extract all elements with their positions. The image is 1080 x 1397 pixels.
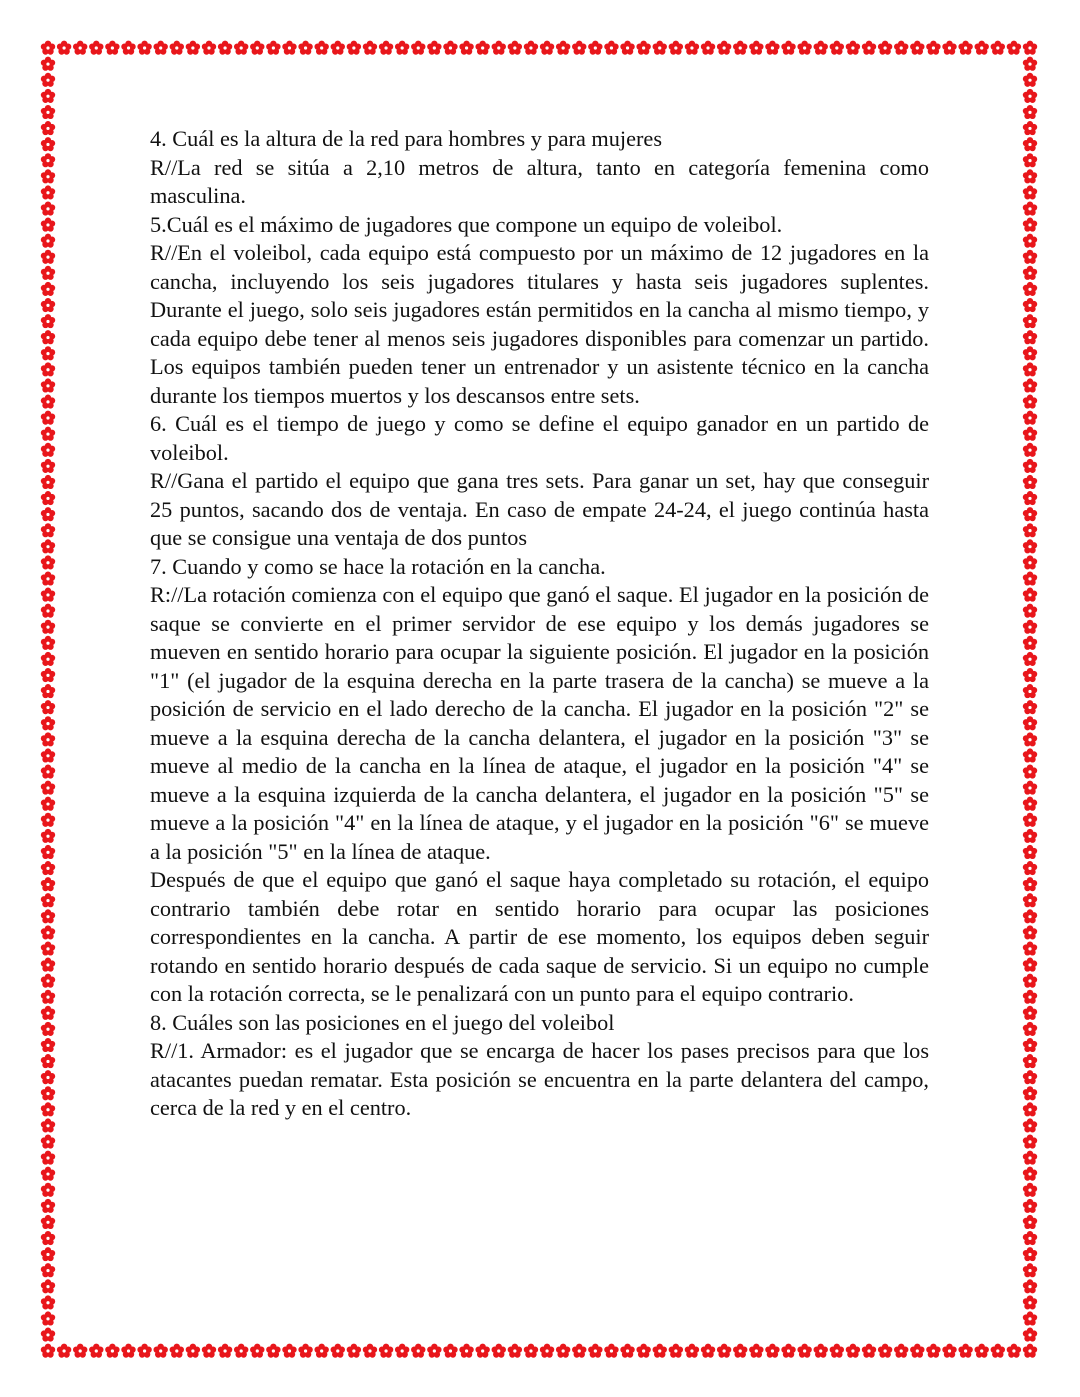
- flower-icon: [218, 1344, 232, 1358]
- flower-icon: [572, 41, 586, 55]
- flower-icon: [1023, 797, 1037, 811]
- flower-icon: [41, 684, 55, 698]
- flower-icon: [1023, 813, 1037, 827]
- flower-icon: [395, 1344, 409, 1358]
- flower-icon: [379, 1344, 393, 1358]
- flower-icon: [170, 1344, 184, 1358]
- flower-icon: [41, 185, 55, 199]
- flower-icon: [524, 41, 538, 55]
- flower-icon: [41, 427, 55, 441]
- flower-icon: [363, 1344, 377, 1358]
- flower-icon: [41, 974, 55, 988]
- flower-icon: [41, 1134, 55, 1148]
- flower-icon: [41, 1231, 55, 1245]
- flower-icon: [202, 1344, 216, 1358]
- flower-icon: [1023, 684, 1037, 698]
- flower-icon: [41, 169, 55, 183]
- flower-icon: [1023, 909, 1037, 923]
- flower-icon: [1023, 1231, 1037, 1245]
- flower-icon: [475, 41, 489, 55]
- flower-icon: [1023, 732, 1037, 746]
- flower-icon: [250, 1344, 264, 1358]
- flower-icon: [443, 1344, 457, 1358]
- flower-icon: [1023, 604, 1037, 618]
- flower-icon: [1023, 250, 1037, 264]
- flower-icon: [1023, 89, 1037, 103]
- flower-icon: [41, 1279, 55, 1293]
- flower-icon: [781, 1344, 795, 1358]
- flower-icon: [41, 362, 55, 376]
- flower-icon: [1023, 1328, 1037, 1342]
- flower-icon: [41, 990, 55, 1004]
- flower-icon: [1023, 571, 1037, 585]
- flower-icon: [1023, 1086, 1037, 1100]
- flower-icon: [41, 330, 55, 344]
- flower-icon: [41, 813, 55, 827]
- question-4: 4. Cuál es la altura de la red para hombres y para mujeres: [150, 126, 663, 151]
- flower-icon: [41, 1038, 55, 1052]
- flower-icon: [846, 41, 860, 55]
- flower-icon: [1023, 748, 1037, 762]
- flower-icon: [41, 909, 55, 923]
- flower-icon: [1023, 620, 1037, 634]
- flower-icon: [572, 1344, 586, 1358]
- flower-icon: [41, 555, 55, 569]
- flower-icon: [153, 41, 167, 55]
- flower-icon: [57, 41, 71, 55]
- flower-icon: [830, 41, 844, 55]
- flower-icon: [41, 732, 55, 746]
- flower-icon: [218, 41, 232, 55]
- flower-icon: [41, 491, 55, 505]
- flower-icon: [492, 1344, 506, 1358]
- question-7: 7. Cuando y como se hace la rotación en la cancha.: [150, 553, 606, 579]
- flower-icon: [1023, 73, 1037, 87]
- flower-icon: [862, 1344, 876, 1358]
- flower-icon: [41, 941, 55, 955]
- flower-icon: [1023, 1022, 1037, 1036]
- flower-icon: [1023, 459, 1037, 473]
- flower-icon: [797, 41, 811, 55]
- flower-icon: [41, 636, 55, 650]
- flower-icon: [41, 588, 55, 602]
- flower-icon: [942, 1344, 956, 1358]
- flower-icon: [1023, 41, 1037, 55]
- flower-icon: [894, 1344, 908, 1358]
- flower-icon: [814, 1344, 828, 1358]
- flower-icon: [121, 1344, 135, 1358]
- flower-icon: [604, 1344, 618, 1358]
- flower-icon: [41, 797, 55, 811]
- flower-icon: [41, 153, 55, 167]
- flower-icon: [41, 1344, 55, 1358]
- flower-icon: [926, 41, 940, 55]
- flower-icon: [41, 218, 55, 232]
- flower-icon: [1023, 974, 1037, 988]
- flower-icon: [41, 89, 55, 103]
- flower-icon: [604, 41, 618, 55]
- flower-icon: [41, 1022, 55, 1036]
- flower-icon: [41, 523, 55, 537]
- flower-icon: [41, 748, 55, 762]
- flower-icon: [41, 1311, 55, 1325]
- flower-icon: [1023, 346, 1037, 360]
- flower-icon: [1023, 941, 1037, 955]
- flower-icon: [975, 1344, 989, 1358]
- flower-icon: [733, 41, 747, 55]
- flower-icon: [1023, 201, 1037, 215]
- flower-icon: [1023, 764, 1037, 778]
- flower-icon: [749, 41, 763, 55]
- flower-icon: [459, 41, 473, 55]
- flower-icon: [41, 346, 55, 360]
- flower-icon: [57, 1344, 71, 1358]
- flower-icon: [1023, 185, 1037, 199]
- flower-icon: [636, 1344, 650, 1358]
- flower-icon: [1023, 266, 1037, 280]
- flower-icon: [1023, 1183, 1037, 1197]
- flower-icon: [701, 1344, 715, 1358]
- flower-icon: [41, 1102, 55, 1116]
- flower-icon: [1023, 218, 1037, 232]
- flower-icon: [395, 41, 409, 55]
- flower-icon: [540, 41, 554, 55]
- flower-icon: [1023, 282, 1037, 296]
- flower-icon: [41, 700, 55, 714]
- flower-icon: [41, 958, 55, 972]
- flower-icon: [1023, 668, 1037, 682]
- flower-icon: [797, 1344, 811, 1358]
- flower-icon: [153, 1344, 167, 1358]
- flower-icon: [41, 764, 55, 778]
- flower-icon: [991, 1344, 1005, 1358]
- flower-icon: [765, 41, 779, 55]
- answer-4: R//La red se sitúa a 2,10 metros de altura, tanto en categoría femenina como masculina.: [150, 154, 929, 208]
- question-8: 8. Cuáles son las posiciones en el juego del voleibol: [150, 1009, 615, 1035]
- flower-icon: [653, 1344, 667, 1358]
- answer-7-continued: Después de que el equipo que ganó el saque haya completado su rotación, el equipo contrario también debe rotar en sentido horario para ocupar las posiciones correspondientes en la cancha. A partir de ese momento, los equipos deben seguir rotando en sentido horario después de cada saque de servicio. Si un equipo no cumple con la rotación correcta, se le penalizará con un punto para el equipo contrario.: [150, 867, 929, 1006]
- flower-icon: [41, 73, 55, 87]
- flower-icon: [1023, 539, 1037, 553]
- flower-icon: [363, 41, 377, 55]
- flower-icon: [1023, 137, 1037, 151]
- flower-icon: [926, 1344, 940, 1358]
- flower-icon: [234, 41, 248, 55]
- document-body: [150, 125, 929, 1123]
- flower-icon: [1023, 330, 1037, 344]
- answer-8: R//1. Armador: es el jugador que se encarga de hacer los pases precisos para que los atacantes puedan rematar. Esta posición se encuentra en la parte delantera del campo, cerca de la red y en el centro.: [150, 1038, 929, 1120]
- flower-icon: [41, 1215, 55, 1229]
- flower-icon: [1023, 700, 1037, 714]
- flower-icon: [41, 829, 55, 843]
- flower-icon: [685, 1344, 699, 1358]
- flower-icon: [1023, 475, 1037, 489]
- flower-icon: [41, 668, 55, 682]
- flower-icon: [41, 314, 55, 328]
- flower-icon: [202, 41, 216, 55]
- flower-icon: [830, 1344, 844, 1358]
- flower-icon: [443, 41, 457, 55]
- question-6: 6. Cuál es el tiempo de juego y como se define el equipo ganador en un partido de voleibol.: [150, 411, 929, 465]
- flower-icon: [314, 1344, 328, 1358]
- flower-icon: [717, 1344, 731, 1358]
- flower-icon: [250, 41, 264, 55]
- flower-icon: [749, 1344, 763, 1358]
- flower-icon: [588, 41, 602, 55]
- flower-icon: [41, 201, 55, 215]
- flower-icon: [1023, 378, 1037, 392]
- flower-icon: [1023, 845, 1037, 859]
- flower-icon: [636, 41, 650, 55]
- flower-icon: [1023, 234, 1037, 248]
- flower-icon: [1023, 1247, 1037, 1261]
- flower-icon: [475, 1344, 489, 1358]
- flower-icon: [379, 41, 393, 55]
- flower-icon: [89, 41, 103, 55]
- flower-icon: [41, 539, 55, 553]
- flower-icon: [41, 1086, 55, 1100]
- flower-icon: [459, 1344, 473, 1358]
- flower-icon: [137, 1344, 151, 1358]
- flower-icon: [89, 1344, 103, 1358]
- flower-icon: [1023, 314, 1037, 328]
- flower-icon: [1023, 1295, 1037, 1309]
- flower-icon: [347, 41, 361, 55]
- flower-icon: [41, 378, 55, 392]
- flower-icon: [41, 781, 55, 795]
- flower-icon: [1023, 1311, 1037, 1325]
- flower-icon: [540, 1344, 554, 1358]
- flower-icon: [41, 443, 55, 457]
- flower-icon: [170, 41, 184, 55]
- flower-icon: [427, 41, 441, 55]
- flower-icon: [1023, 925, 1037, 939]
- flower-icon: [1023, 362, 1037, 376]
- flower-icon: [942, 41, 956, 55]
- flower-icon: [41, 620, 55, 634]
- flower-icon: [1023, 652, 1037, 666]
- flower-icon: [878, 41, 892, 55]
- flower-icon: [73, 1344, 87, 1358]
- flower-icon: [620, 1344, 634, 1358]
- flower-icon: [1023, 1102, 1037, 1116]
- flower-icon: [685, 41, 699, 55]
- flower-icon: [41, 507, 55, 521]
- flower-icon: [1023, 990, 1037, 1004]
- flower-icon: [765, 1344, 779, 1358]
- flower-icon: [41, 861, 55, 875]
- flower-icon: [1023, 298, 1037, 312]
- flower-icon: [1023, 395, 1037, 409]
- flower-icon: [41, 121, 55, 135]
- flower-icon: [492, 41, 506, 55]
- flower-icon: [1023, 893, 1037, 907]
- flower-icon: [347, 1344, 361, 1358]
- flower-icon: [41, 137, 55, 151]
- flower-icon: [41, 1328, 55, 1342]
- flower-icon: [1023, 1263, 1037, 1277]
- flower-icon: [41, 266, 55, 280]
- flower-icon: [556, 1344, 570, 1358]
- flower-icon: [1023, 861, 1037, 875]
- flower-icon: [331, 41, 345, 55]
- flower-icon: [186, 41, 200, 55]
- flower-icon: [41, 1199, 55, 1213]
- flower-icon: [1023, 829, 1037, 843]
- flower-icon: [41, 877, 55, 891]
- flower-icon: [41, 893, 55, 907]
- flower-icon: [266, 1344, 280, 1358]
- flower-icon: [1023, 443, 1037, 457]
- flower-icon: [620, 41, 634, 55]
- flower-icon: [41, 234, 55, 248]
- flower-icon: [588, 1344, 602, 1358]
- flower-icon: [508, 41, 522, 55]
- answer-7: R://La rotación comienza con el equipo que ganó el saque. El jugador en la posición de saque se convierte en el primer servidor de ese equipo y los demás jugadores se mueven en sentido horario para ocupar la siguiente posición. El jugador en la posición "1" (el jugador de la esquina derecha en la parte trasera de la cancha) se mueve a la posición de servicio en el lado derecho de la cancha. El jugador en la posición "2" se mueve a la esquina derecha de la cancha delantera, el jugador en la posición "3" se mueve al medio de la cancha en la línea de ataque, el jugador en la posición "4" se mueve a la esquina izquierda de la cancha delantera, el jugador en la posición "5" se mueve a la posición "4" en la línea de ataque, y el jugador en la posición "6" se mueve a la posición "5" en la línea de ataque.: [150, 582, 929, 864]
- flower-icon: [41, 395, 55, 409]
- flower-icon: [878, 1344, 892, 1358]
- flower-icon: [105, 1344, 119, 1358]
- flower-icon: [958, 41, 972, 55]
- flower-icon: [41, 57, 55, 71]
- flower-icon: [1023, 1118, 1037, 1132]
- flower-icon: [1023, 1151, 1037, 1165]
- flower-icon: [1023, 1054, 1037, 1068]
- flower-icon: [41, 1054, 55, 1068]
- flower-icon: [41, 1118, 55, 1132]
- flower-icon: [41, 105, 55, 119]
- flower-icon: [524, 1344, 538, 1358]
- flower-icon: [41, 716, 55, 730]
- flower-icon: [669, 1344, 683, 1358]
- flower-icon: [958, 1344, 972, 1358]
- flower-icon: [1007, 41, 1021, 55]
- flower-icon: [41, 475, 55, 489]
- flower-icon: [41, 250, 55, 264]
- flower-icon: [41, 1167, 55, 1181]
- flower-icon: [1023, 121, 1037, 135]
- flower-icon: [1023, 1167, 1037, 1181]
- flower-icon: [653, 41, 667, 55]
- flower-icon: [1023, 523, 1037, 537]
- flower-icon: [781, 41, 795, 55]
- flower-icon: [411, 1344, 425, 1358]
- flower-icon: [846, 1344, 860, 1358]
- flower-icon: [1023, 169, 1037, 183]
- flower-icon: [1023, 491, 1037, 505]
- flower-icon: [733, 1344, 747, 1358]
- flower-icon: [121, 41, 135, 55]
- flower-icon: [1023, 1344, 1037, 1358]
- flower-icon: [1023, 1006, 1037, 1020]
- flower-icon: [186, 1344, 200, 1358]
- flower-icon: [1023, 588, 1037, 602]
- flower-icon: [41, 1151, 55, 1165]
- flower-icon: [1023, 57, 1037, 71]
- flower-icon: [298, 1344, 312, 1358]
- flower-icon: [41, 1183, 55, 1197]
- flower-icon: [314, 41, 328, 55]
- flower-icon: [1023, 1134, 1037, 1148]
- flower-icon: [717, 41, 731, 55]
- flower-icon: [894, 41, 908, 55]
- flower-icon: [1023, 716, 1037, 730]
- flower-icon: [1023, 427, 1037, 441]
- flower-icon: [1007, 1344, 1021, 1358]
- flower-icon: [137, 41, 151, 55]
- flower-icon: [41, 652, 55, 666]
- flower-icon: [41, 1263, 55, 1277]
- flower-icon: [41, 571, 55, 585]
- flower-icon: [427, 1344, 441, 1358]
- flower-icon: [41, 298, 55, 312]
- flower-icon: [41, 845, 55, 859]
- flower-icon: [41, 41, 55, 55]
- flower-icon: [282, 41, 296, 55]
- flower-icon: [1023, 1279, 1037, 1293]
- flower-icon: [41, 1006, 55, 1020]
- flower-icon: [73, 41, 87, 55]
- flower-icon: [1023, 1070, 1037, 1084]
- answer-6: R//Gana el partido el equipo que gana tres sets. Para ganar un set, hay que conseguir 25 puntos, sacando dos de ventaja. En caso de empate 24-24, el juego continúa hasta que se consigue una ventaja de dos puntos: [150, 468, 929, 550]
- flower-icon: [41, 1247, 55, 1261]
- flower-icon: [1023, 636, 1037, 650]
- flower-icon: [41, 459, 55, 473]
- flower-icon: [282, 1344, 296, 1358]
- flower-icon: [1023, 781, 1037, 795]
- flower-icon: [701, 41, 715, 55]
- flower-icon: [975, 41, 989, 55]
- flower-icon: [1023, 1038, 1037, 1052]
- flower-icon: [1023, 105, 1037, 119]
- flower-icon: [41, 282, 55, 296]
- flower-icon: [991, 41, 1005, 55]
- flower-icon: [41, 925, 55, 939]
- question-5: 5.Cuál es el máximo de jugadores que compone un equipo de voleibol.: [150, 211, 783, 237]
- flower-icon: [105, 41, 119, 55]
- flower-icon: [910, 41, 924, 55]
- flower-icon: [1023, 153, 1037, 167]
- flower-icon: [556, 41, 570, 55]
- flower-icon: [411, 41, 425, 55]
- flower-icon: [862, 41, 876, 55]
- flower-icon: [234, 1344, 248, 1358]
- flower-icon: [1023, 877, 1037, 891]
- answer-5: R//En el voleibol, cada equipo está compuesto por un máximo de 12 jugadores en la cancha, incluyendo los seis jugadores titulares y hasta seis jugadores suplentes. Durante el juego, solo seis jugadores están permitidos en la cancha al mismo tiempo, y cada equipo debe tener al menos seis jugadores disponibles para comenzar un partido. Los equipos también pueden tener un entrenador y un asistente técnico en la cancha durante los tiempos muertos y los descansos entre sets.: [150, 240, 929, 408]
- flower-icon: [1023, 1199, 1037, 1213]
- flower-icon: [1023, 507, 1037, 521]
- flower-icon: [41, 411, 55, 425]
- flower-icon: [508, 1344, 522, 1358]
- flower-icon: [1023, 958, 1037, 972]
- flower-icon: [1023, 555, 1037, 569]
- flower-icon: [41, 1070, 55, 1084]
- flower-icon: [814, 41, 828, 55]
- flower-icon: [1023, 411, 1037, 425]
- flower-icon: [266, 41, 280, 55]
- flower-icon: [910, 1344, 924, 1358]
- flower-icon: [1023, 1215, 1037, 1229]
- flower-icon: [41, 604, 55, 618]
- flower-icon: [331, 1344, 345, 1358]
- flower-icon: [298, 41, 312, 55]
- flower-icon: [41, 1295, 55, 1309]
- flower-icon: [669, 41, 683, 55]
